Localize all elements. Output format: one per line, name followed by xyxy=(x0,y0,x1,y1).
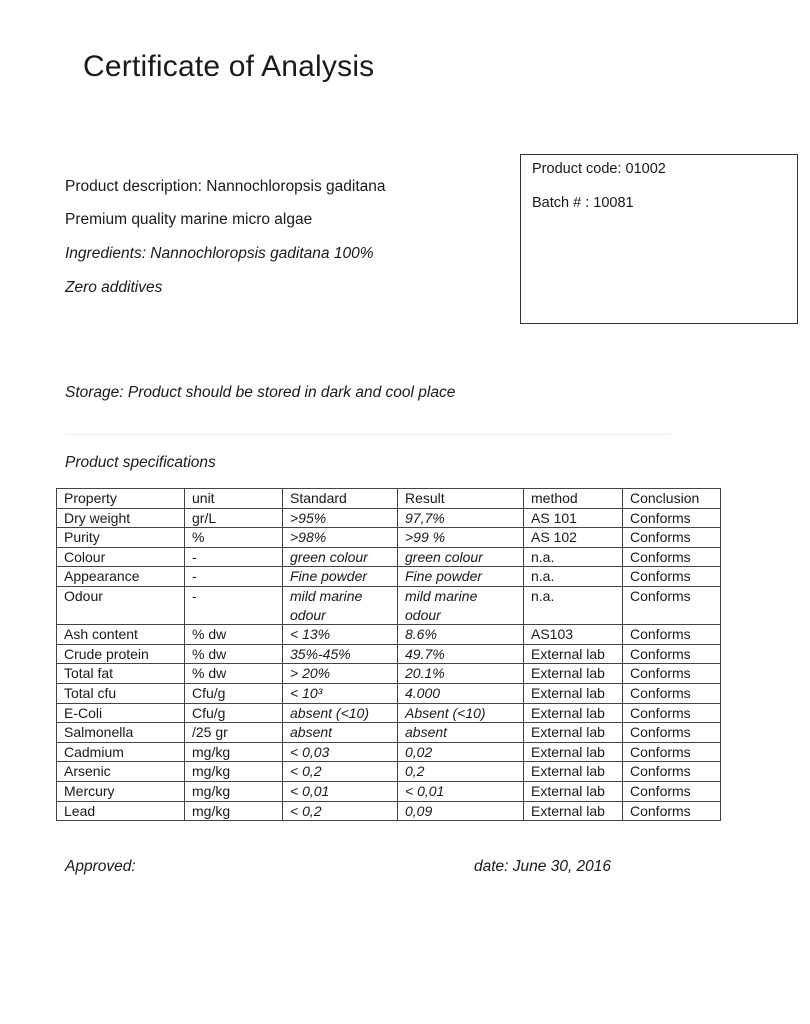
approved-label: Approved: xyxy=(65,858,136,875)
cell-method: External lab xyxy=(524,762,623,782)
cell-property: Mercury xyxy=(57,781,185,801)
approval-date: date: June 30, 2016 xyxy=(474,858,612,875)
cell-unit: % dw xyxy=(185,664,283,684)
cell-method: n.a. xyxy=(524,567,623,587)
batch-number: Batch # : 10081 xyxy=(532,195,634,211)
table-row xyxy=(57,801,721,821)
cell-result: 4.000 xyxy=(398,683,524,703)
cell-standard: 35%-45% xyxy=(283,644,398,664)
table-row xyxy=(57,586,721,624)
cell-result: mild marine odour xyxy=(398,586,524,624)
cell-result: Fine powder xyxy=(398,567,524,587)
cell-unit: Cfu/g xyxy=(185,683,283,703)
cell-result: 0,2 xyxy=(398,762,524,782)
cell-method: External lab xyxy=(524,723,623,743)
cell-conclusion: Conforms xyxy=(623,625,721,645)
table-row xyxy=(57,547,721,567)
table-row xyxy=(57,625,721,645)
cell-unit: /25 gr xyxy=(185,723,283,743)
cell-method: External lab xyxy=(524,644,623,664)
table-header-row xyxy=(57,489,721,509)
product-description: Product description: Nannochloropsis gaditana xyxy=(65,178,386,195)
cell-unit: % xyxy=(185,528,283,548)
storage-instructions: Storage: Product should be stored in dark and cool place xyxy=(65,384,456,401)
cell-unit: Cfu/g xyxy=(185,703,283,723)
cell-unit: mg/kg xyxy=(185,781,283,801)
table-row xyxy=(57,683,721,703)
header-conclusion: Conclusion xyxy=(623,489,721,509)
header-unit: unit xyxy=(185,489,283,509)
cell-standard: >98% xyxy=(283,528,398,548)
cell-method: External lab xyxy=(524,683,623,703)
cell-conclusion: Conforms xyxy=(623,703,721,723)
product-ingredients: Ingredients: Nannochloropsis gaditana 100% xyxy=(65,245,374,262)
cell-standard: absent xyxy=(283,723,398,743)
cell-conclusion: Conforms xyxy=(623,567,721,587)
cell-unit: mg/kg xyxy=(185,801,283,821)
cell-conclusion: Conforms xyxy=(623,762,721,782)
header-property: Property xyxy=(57,489,185,509)
cell-unit: - xyxy=(185,586,283,624)
document-title: Certificate of Analysis xyxy=(83,50,375,83)
cell-property: Odour xyxy=(57,586,185,624)
cell-unit: mg/kg xyxy=(185,742,283,762)
cell-conclusion: Conforms xyxy=(623,742,721,762)
cell-property: Arsenic xyxy=(57,762,185,782)
cell-result: 49.7% xyxy=(398,644,524,664)
cell-unit: - xyxy=(185,547,283,567)
cell-conclusion: Conforms xyxy=(623,528,721,548)
cell-method: AS 101 xyxy=(524,508,623,528)
cell-conclusion: Conforms xyxy=(623,508,721,528)
cell-conclusion: Conforms xyxy=(623,547,721,567)
cell-property: E-Coli xyxy=(57,703,185,723)
cell-standard: < 0,03 xyxy=(283,742,398,762)
cell-unit: - xyxy=(185,567,283,587)
cell-standard: < 10³ xyxy=(283,683,398,703)
cell-property: Ash content xyxy=(57,625,185,645)
table-row xyxy=(57,664,721,684)
cell-property: Lead xyxy=(57,801,185,821)
cell-conclusion: Conforms xyxy=(623,801,721,821)
cell-method: AS103 xyxy=(524,625,623,645)
header-method: method xyxy=(524,489,623,509)
cell-conclusion: Conforms xyxy=(623,664,721,684)
table-row xyxy=(57,567,721,587)
cell-unit: % dw xyxy=(185,644,283,664)
cell-standard: < 0,2 xyxy=(283,801,398,821)
cell-conclusion: Conforms xyxy=(623,644,721,664)
cell-conclusion: Conforms xyxy=(623,723,721,743)
table-row xyxy=(57,644,721,664)
cell-conclusion: Conforms xyxy=(623,683,721,703)
cell-standard: absent (<10) xyxy=(283,703,398,723)
cell-standard: < 0,01 xyxy=(283,781,398,801)
product-quality: Premium quality marine micro algae xyxy=(65,211,313,228)
cell-result: >99 % xyxy=(398,528,524,548)
cell-result: 8.6% xyxy=(398,625,524,645)
cell-method: External lab xyxy=(524,664,623,684)
specifications-table xyxy=(56,488,721,821)
cell-property: Dry weight xyxy=(57,508,185,528)
cell-result: green colour xyxy=(398,547,524,567)
cell-property: Total fat xyxy=(57,664,185,684)
cell-property: Salmonella xyxy=(57,723,185,743)
cell-result: 0,09 xyxy=(398,801,524,821)
cell-standard: > 20% xyxy=(283,664,398,684)
cell-standard: mild marine odour xyxy=(283,586,398,624)
table-row xyxy=(57,703,721,723)
cell-method: AS 102 xyxy=(524,528,623,548)
cell-method: External lab xyxy=(524,781,623,801)
cell-unit: % dw xyxy=(185,625,283,645)
cell-unit: gr/L xyxy=(185,508,283,528)
header-standard: Standard xyxy=(283,489,398,509)
cell-standard: Fine powder xyxy=(283,567,398,587)
product-code: Product code: 01002 xyxy=(532,161,666,177)
cell-conclusion: Conforms xyxy=(623,586,721,624)
cell-method: n.a. xyxy=(524,586,623,624)
cell-method: External lab xyxy=(524,801,623,821)
cell-result: 0,02 xyxy=(398,742,524,762)
cell-standard: green colour xyxy=(283,547,398,567)
table-row xyxy=(57,762,721,782)
cell-property: Cadmium xyxy=(57,742,185,762)
table-row xyxy=(57,723,721,743)
table-row xyxy=(57,528,721,548)
specifications-heading: Product specifications xyxy=(65,454,216,471)
cell-method: External lab xyxy=(524,703,623,723)
table-row xyxy=(57,508,721,528)
cell-unit: mg/kg xyxy=(185,762,283,782)
cell-standard: < 13% xyxy=(283,625,398,645)
cell-method: External lab xyxy=(524,742,623,762)
product-code-box xyxy=(520,154,798,324)
header-result: Result xyxy=(398,489,524,509)
cell-property: Crude protein xyxy=(57,644,185,664)
cell-property: Colour xyxy=(57,547,185,567)
table-row xyxy=(57,742,721,762)
cell-property: Appearance xyxy=(57,567,185,587)
cell-property: Purity xyxy=(57,528,185,548)
cell-property: Total cfu xyxy=(57,683,185,703)
cell-standard: < 0,2 xyxy=(283,762,398,782)
cell-result: Absent (<10) xyxy=(398,703,524,723)
cell-result: 20.1% xyxy=(398,664,524,684)
cell-result: < 0,01 xyxy=(398,781,524,801)
cell-result: 97,7% xyxy=(398,508,524,528)
cell-method: n.a. xyxy=(524,547,623,567)
table-row xyxy=(57,781,721,801)
cell-result: absent xyxy=(398,723,524,743)
cell-conclusion: Conforms xyxy=(623,781,721,801)
product-additives: Zero additives xyxy=(65,279,163,296)
cell-standard: >95% xyxy=(283,508,398,528)
section-divider xyxy=(65,434,669,435)
